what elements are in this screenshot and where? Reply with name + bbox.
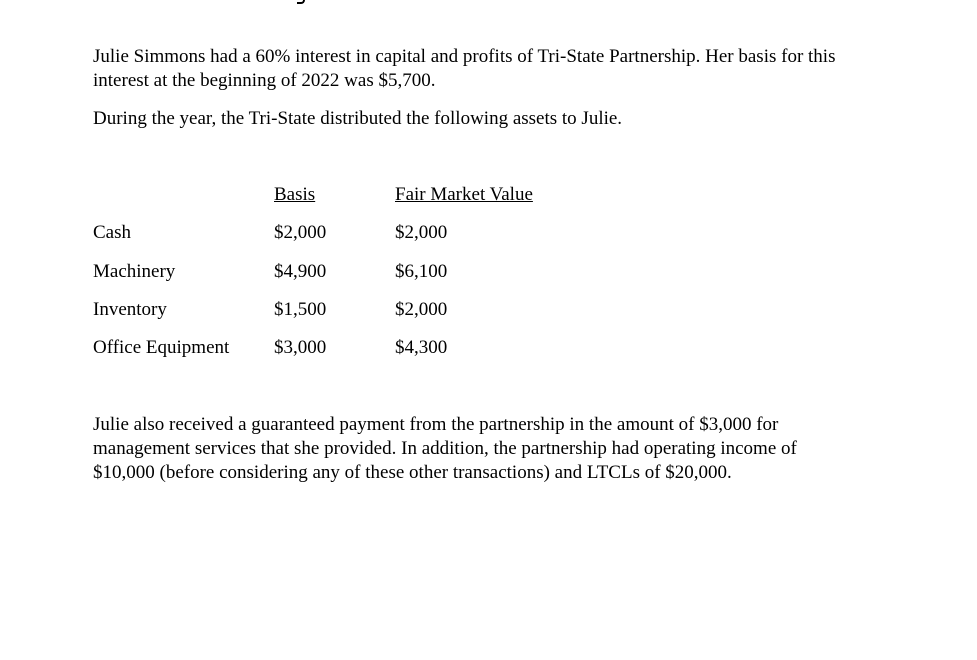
row-item-label: Cash bbox=[93, 222, 131, 243]
row-fmv-value: $2,000 bbox=[395, 299, 448, 320]
row-basis-value: $2,000 bbox=[274, 222, 327, 243]
row-fmv-value: $4,300 bbox=[395, 337, 448, 358]
row-item-label: Inventory bbox=[93, 299, 167, 320]
row-basis-value: $4,900 bbox=[274, 261, 327, 282]
distribution-intro-paragraph: During the year, the Tri-State distributed the following assets to Julie. bbox=[93, 108, 623, 129]
row-basis-value: $1,500 bbox=[274, 299, 327, 320]
row-item-label: Office Equipment bbox=[93, 337, 230, 358]
row-basis-value: $3,000 bbox=[274, 337, 327, 358]
intro-paragraph: Julie Simmons had a 60% interest in capital and profits of Tri-State Partnership. Her basis for this interest at the beginning of 2022 was $5,700. bbox=[93, 46, 836, 91]
row-fmv-value: $2,000 bbox=[395, 222, 448, 243]
row-item-label: Machinery bbox=[93, 261, 176, 282]
guaranteed-payment-paragraph: Julie also received a guaranteed payment from the partnership in the amount of $3,000 for management services that she provided. In addition, the partnership had operating income of $10,000 (before considering any of these other transactions) and LTCLs of $20,000. bbox=[93, 414, 797, 483]
header-fair-market-value: Fair Market Value bbox=[395, 184, 533, 205]
header-basis: Basis bbox=[274, 184, 316, 205]
cropped-glyph-fragment bbox=[297, 0, 305, 4]
row-fmv-value: $6,100 bbox=[395, 261, 448, 282]
